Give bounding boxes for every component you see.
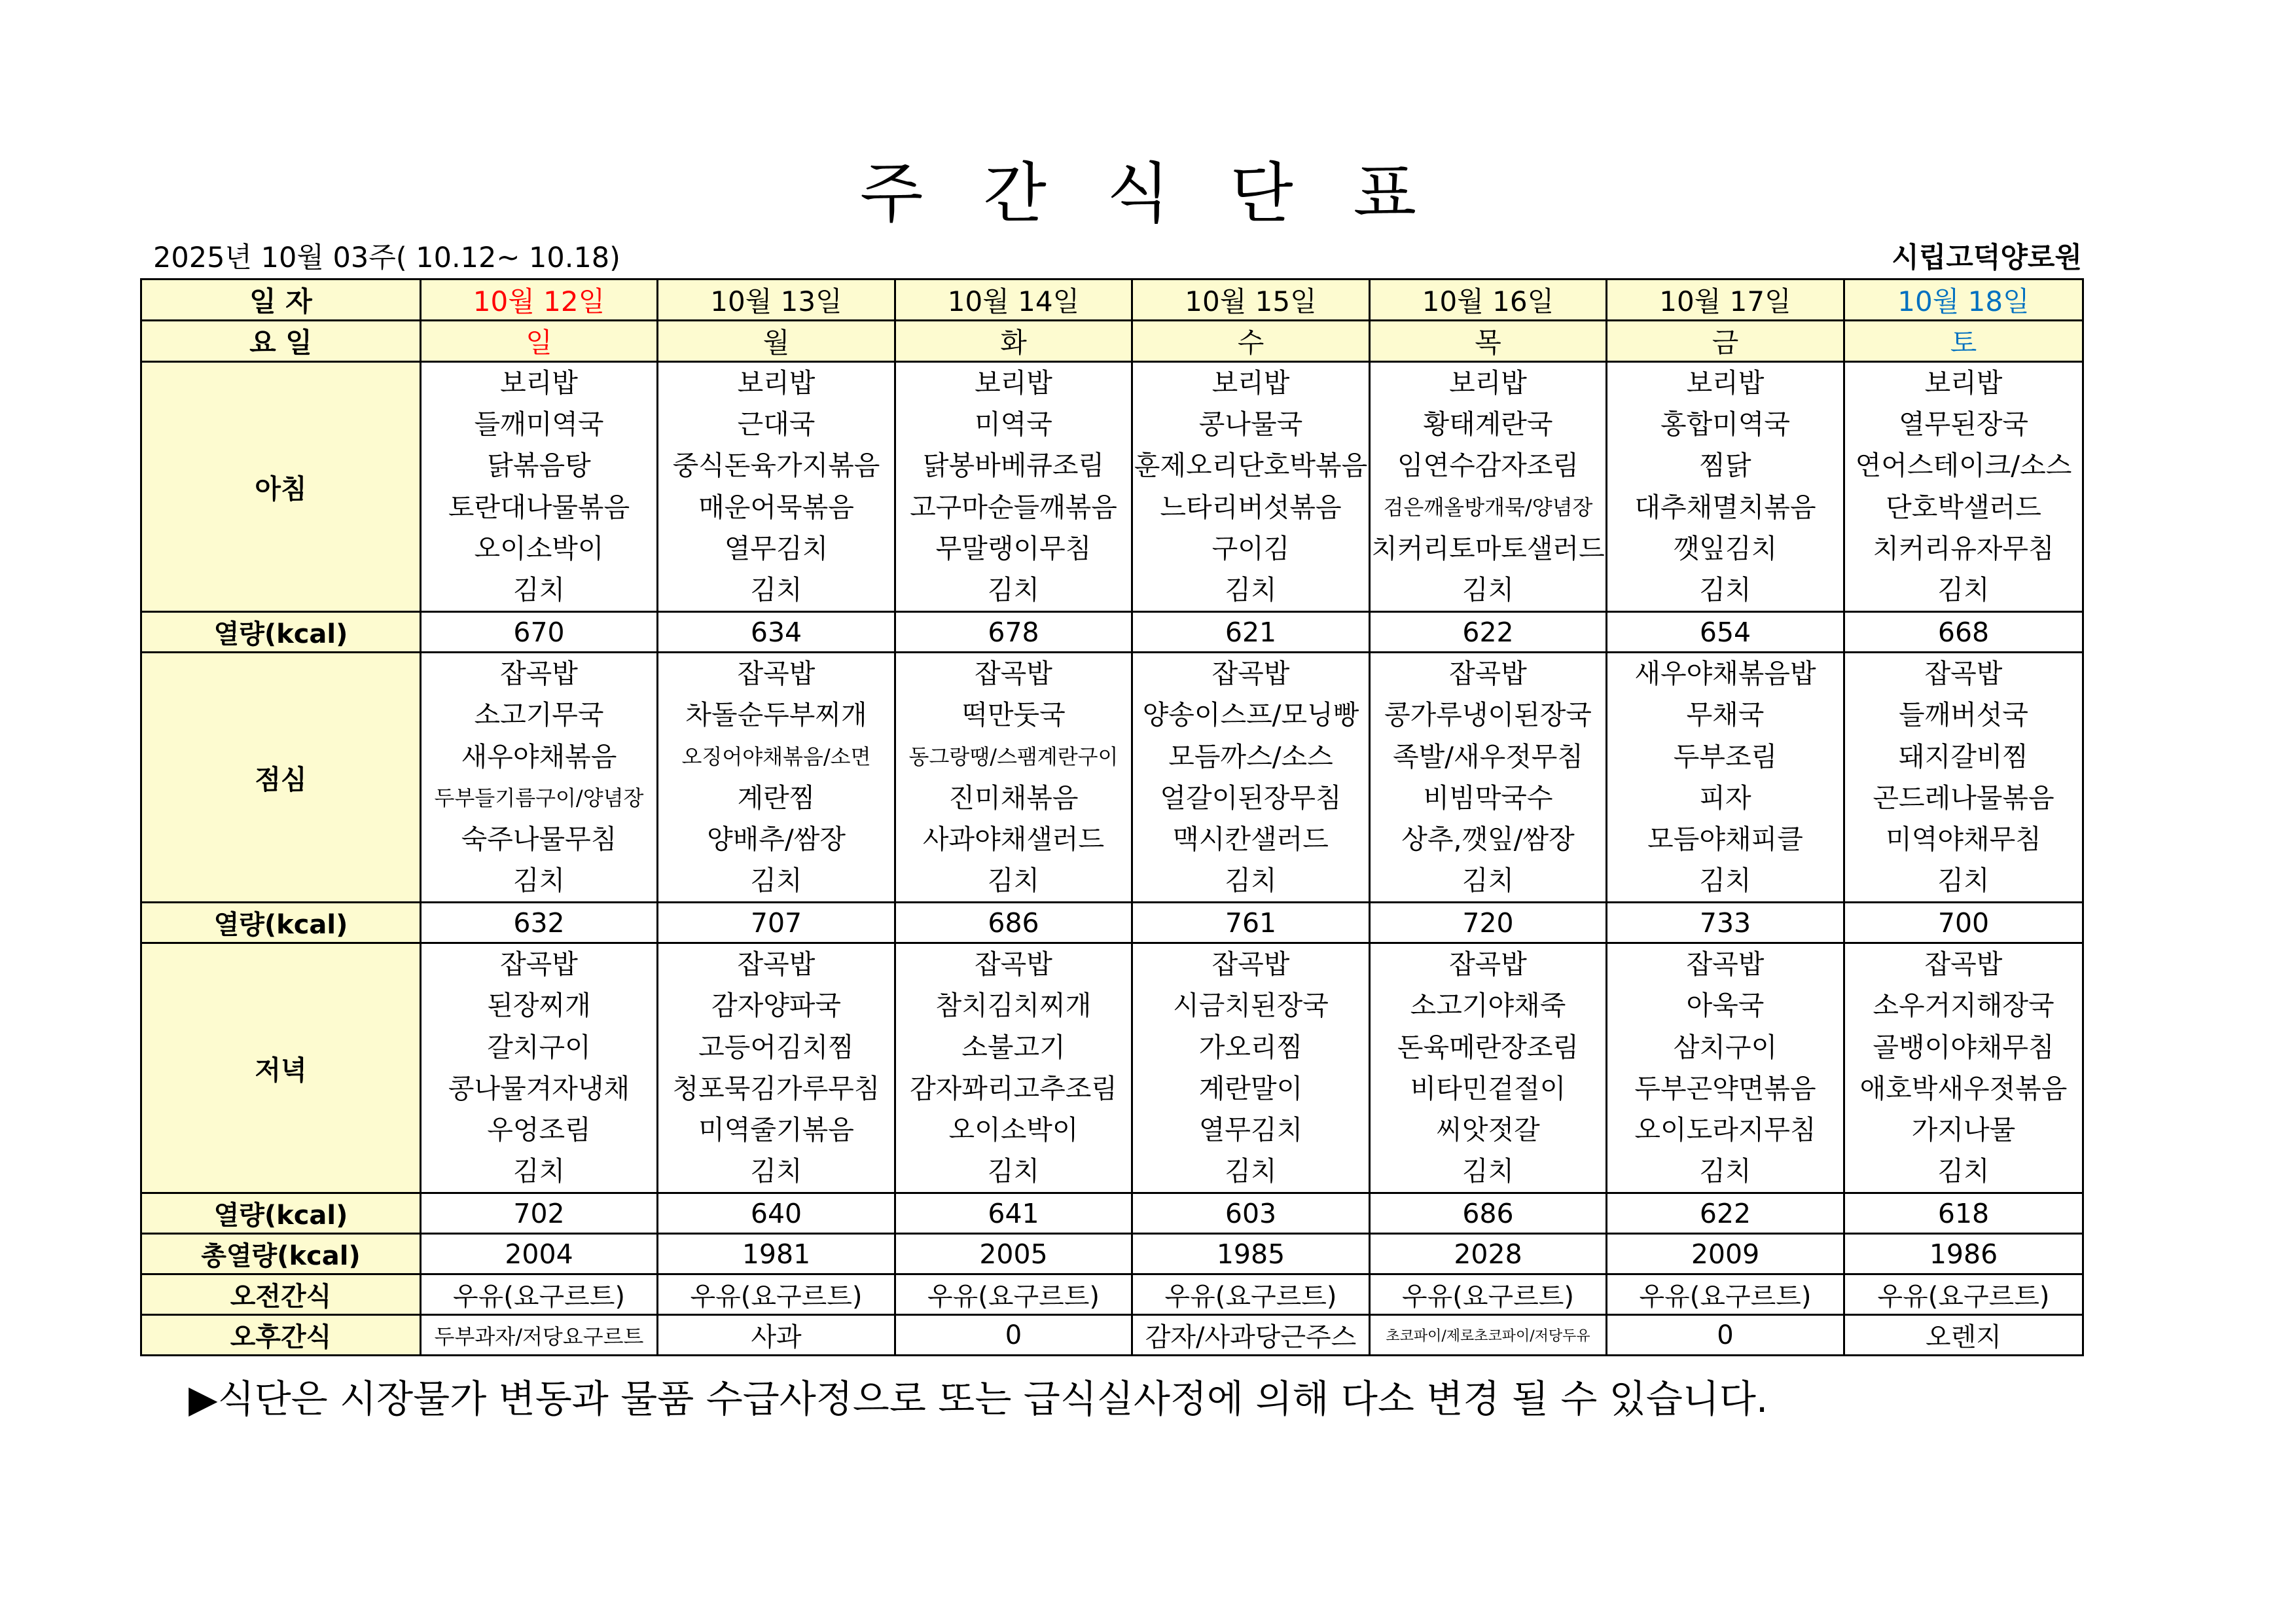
dish: 된장찌개 bbox=[487, 990, 591, 1022]
page-title: 주 간 식 단 표 bbox=[859, 155, 1437, 232]
snack-cell: 0 bbox=[895, 1315, 1132, 1356]
lunch-kcal-row bbox=[141, 903, 2083, 943]
kcal-label: 열량(kcal) bbox=[141, 1193, 421, 1234]
kcal-value: 634 bbox=[658, 612, 895, 653]
kcal-value: 720 bbox=[1370, 903, 1607, 943]
dish: 콩나물국 bbox=[1198, 408, 1303, 441]
kcal-value: 700 bbox=[1844, 903, 2083, 943]
dish: 김치 bbox=[512, 865, 565, 897]
kcal-value: 761 bbox=[1132, 903, 1370, 943]
menu-cell bbox=[1370, 653, 1607, 903]
kcal-label: 열량(kcal) bbox=[141, 612, 421, 653]
dish: 김치 bbox=[512, 573, 565, 605]
day-cell: 수 bbox=[1132, 321, 1370, 362]
menu-cell bbox=[1844, 943, 2083, 1193]
date-cell: 10월 18일 bbox=[1844, 280, 2083, 321]
snack-cell: 우유(요구르트) bbox=[1132, 1274, 1370, 1315]
dish: 모듬야채피클 bbox=[1647, 823, 1803, 855]
morning-snack-label: 오전간식 bbox=[141, 1274, 421, 1315]
dish: 닭봉바베큐조림 bbox=[922, 450, 1105, 482]
dish: 양배추/쌈장 bbox=[707, 823, 846, 855]
dish: 족발/새우젓무침 bbox=[1392, 740, 1584, 772]
total-kcal-value: 1986 bbox=[1844, 1234, 2083, 1274]
dish: 잡곡밥 bbox=[1924, 658, 2003, 690]
dish: 곤드레나물볶음 bbox=[1873, 782, 2054, 814]
kcal-value: 654 bbox=[1607, 612, 1844, 653]
dish: 황태계란국 bbox=[1423, 408, 1553, 441]
menu-cell bbox=[1844, 653, 2083, 903]
dish: 열무된장국 bbox=[1898, 408, 2029, 441]
day-cell: 일 bbox=[421, 321, 658, 362]
dish: 김치 bbox=[987, 573, 1040, 605]
dish: 김치 bbox=[750, 865, 802, 897]
dish: 가지나물 bbox=[1911, 1114, 2016, 1146]
kcal-value: 686 bbox=[1370, 1193, 1607, 1234]
dish: 근대국 bbox=[737, 408, 816, 441]
dish: 훈제오리단호박볶음 bbox=[1134, 450, 1368, 482]
snack-cell: 우유(요구르트) bbox=[658, 1274, 895, 1315]
dish: 잡곡밥 bbox=[1449, 948, 1527, 981]
day-row bbox=[141, 321, 2083, 362]
week-period: 2025년 10월 03주( 10.12~ 10.18) bbox=[153, 242, 620, 274]
menu-cell bbox=[895, 943, 1132, 1193]
breakfast-row bbox=[141, 362, 2083, 612]
menu-cell bbox=[658, 362, 895, 612]
dish: 콩나물겨자냉채 bbox=[448, 1072, 630, 1104]
dish: 숙주나물무침 bbox=[461, 823, 617, 855]
menu-cell bbox=[1844, 362, 2083, 612]
dish: 동그랑땡/스팸계란구이 bbox=[908, 744, 1119, 769]
dish: 김치 bbox=[750, 573, 802, 605]
dish: 오이소박이 bbox=[474, 532, 604, 564]
kcal-value: 640 bbox=[658, 1193, 895, 1234]
total-kcal-value: 1981 bbox=[658, 1234, 895, 1274]
day-cell: 월 bbox=[658, 321, 895, 362]
dish: 김치 bbox=[1937, 1155, 1990, 1187]
dish: 보리밥 bbox=[1686, 367, 1765, 399]
menu-cell bbox=[895, 362, 1132, 612]
dish: 참치김치찌개 bbox=[935, 990, 1092, 1022]
snack-cell: 우유(요구르트) bbox=[1370, 1274, 1607, 1315]
day-cell: 화 bbox=[895, 321, 1132, 362]
date-cell: 10월 13일 bbox=[658, 280, 895, 321]
weekly-menu-table bbox=[140, 278, 2084, 1356]
day-cell: 토 bbox=[1844, 321, 2083, 362]
snack-cell: 오렌지 bbox=[1844, 1315, 2083, 1356]
kcal-value: 702 bbox=[421, 1193, 658, 1234]
day-label: 요 일 bbox=[141, 321, 421, 362]
menu-cell bbox=[1132, 362, 1370, 612]
dish: 잡곡밥 bbox=[500, 658, 578, 690]
dish: 미역줄기볶음 bbox=[698, 1114, 854, 1146]
dish: 청포묵김가루무침 bbox=[672, 1072, 880, 1104]
dish: 임연수감자조림 bbox=[1397, 450, 1579, 482]
breakfast-label: 아침 bbox=[141, 362, 421, 612]
dish: 찜닭 bbox=[1699, 450, 1751, 482]
dish: 새우야채볶음밥 bbox=[1634, 658, 1816, 690]
snack-cell: 두부과자/저당요구르트 bbox=[421, 1315, 658, 1356]
dish: 보리밥 bbox=[975, 367, 1052, 399]
dish: 잡곡밥 bbox=[1449, 658, 1527, 690]
dish: 아욱국 bbox=[1686, 990, 1765, 1022]
snack-cell: 사과 bbox=[658, 1315, 895, 1356]
total-kcal-row bbox=[141, 1234, 2083, 1274]
dish: 김치 bbox=[1225, 865, 1277, 897]
dish: 김치 bbox=[1699, 573, 1751, 605]
dish: 김치 bbox=[987, 865, 1040, 897]
kcal-value: 632 bbox=[421, 903, 658, 943]
snack-cell: 우유(요구르트) bbox=[1607, 1274, 1844, 1315]
dish: 김치 bbox=[1699, 1155, 1751, 1187]
menu-cell bbox=[658, 653, 895, 903]
dish: 비빔막국수 bbox=[1423, 782, 1553, 814]
dish: 열무김치 bbox=[1198, 1114, 1303, 1146]
dish: 돈육메란장조림 bbox=[1397, 1031, 1579, 1063]
date-row bbox=[141, 280, 2083, 321]
date-cell: 10월 16일 bbox=[1370, 280, 1607, 321]
dish: 김치 bbox=[1462, 865, 1515, 897]
dish: 김치 bbox=[1937, 865, 1990, 897]
dish: 맥시칸샐러드 bbox=[1173, 823, 1329, 855]
dish: 갈치구이 bbox=[487, 1031, 591, 1063]
dish: 고구마순들깨볶음 bbox=[910, 491, 1117, 523]
dish: 돼지갈비찜 bbox=[1898, 740, 2029, 772]
dish: 사과야채샐러드 bbox=[922, 823, 1105, 855]
menu-cell bbox=[1370, 362, 1607, 612]
dish: 콩가루냉이된장국 bbox=[1384, 699, 1592, 731]
dinner-row bbox=[141, 943, 2083, 1193]
dish: 진미채볶음 bbox=[948, 782, 1079, 814]
snack-cell: 우유(요구르트) bbox=[1844, 1274, 2083, 1315]
dish: 고등어김치찜 bbox=[698, 1031, 854, 1063]
breakfast-kcal-row bbox=[141, 612, 2083, 653]
kcal-value: 733 bbox=[1607, 903, 1844, 943]
dish: 들깨버섯국 bbox=[1898, 699, 2029, 731]
dish: 보리밥 bbox=[1449, 367, 1527, 399]
lunch-label: 점심 bbox=[141, 653, 421, 903]
dish: 검은깨올방개묵/양념장 bbox=[1383, 494, 1593, 520]
menu-cell bbox=[421, 653, 658, 903]
dish: 새우야채볶음 bbox=[461, 740, 617, 772]
dish: 양송이스프/모닝빵 bbox=[1142, 699, 1359, 731]
kcal-value: 622 bbox=[1607, 1193, 1844, 1234]
date-cell: 10월 14일 bbox=[895, 280, 1132, 321]
dish: 보리밥 bbox=[1924, 367, 2003, 399]
dish: 김치 bbox=[1462, 1155, 1515, 1187]
dish: 잡곡밥 bbox=[1211, 948, 1290, 981]
dish: 느타리버섯볶음 bbox=[1160, 491, 1342, 523]
dish: 잡곡밥 bbox=[1686, 948, 1765, 981]
dish: 치커리토마토샐러드 bbox=[1371, 532, 1605, 564]
dish: 두부들기름구이/양념장 bbox=[434, 785, 644, 810]
dish: 잡곡밥 bbox=[500, 948, 578, 981]
dish: 오이소박이 bbox=[948, 1114, 1079, 1146]
dish: 깻잎김치 bbox=[1673, 532, 1778, 564]
dish: 김치 bbox=[1937, 573, 1990, 605]
total-kcal-value: 2004 bbox=[421, 1234, 658, 1274]
dish: 연어스테이크/소스 bbox=[1855, 450, 2072, 482]
dish: 무채국 bbox=[1686, 699, 1765, 731]
dish: 치커리유자무침 bbox=[1873, 532, 2054, 564]
dish: 단호박샐러드 bbox=[1886, 491, 2041, 523]
dish: 소고기무국 bbox=[474, 699, 604, 731]
dish: 보리밥 bbox=[1211, 367, 1290, 399]
dish: 잡곡밥 bbox=[1924, 948, 2003, 981]
dish: 미역국 bbox=[975, 408, 1052, 441]
dish: 감자꽈리고추조림 bbox=[910, 1072, 1117, 1104]
dish: 들깨미역국 bbox=[474, 408, 604, 441]
total-kcal-value: 2028 bbox=[1370, 1234, 1607, 1274]
kcal-value: 668 bbox=[1844, 612, 2083, 653]
dish: 보리밥 bbox=[500, 367, 578, 399]
menu-cell bbox=[1370, 943, 1607, 1193]
kcal-value: 678 bbox=[895, 612, 1132, 653]
dish: 매운어묵볶음 bbox=[698, 491, 854, 523]
dish: 떡만둣국 bbox=[961, 699, 1066, 731]
kcal-value: 618 bbox=[1844, 1193, 2083, 1234]
menu-change-notice: ▶식단은 시장물가 변동과 물품 수급사정으로 또는 급식실사정에 의해 다소 변경 될 수 있습니다. bbox=[188, 1377, 1768, 1421]
menu-cell bbox=[1132, 653, 1370, 903]
date-cell: 10월 15일 bbox=[1132, 280, 1370, 321]
dish: 잡곡밥 bbox=[737, 948, 816, 981]
dish: 홍합미역국 bbox=[1660, 408, 1791, 441]
dish: 시금치된장국 bbox=[1173, 990, 1329, 1022]
total-kcal-value: 2005 bbox=[895, 1234, 1132, 1274]
dish: 상추,깻잎/쌈장 bbox=[1401, 823, 1575, 855]
dish: 김치 bbox=[1462, 573, 1515, 605]
menu-cell bbox=[1132, 943, 1370, 1193]
snack-cell: 감자/사과당근주스 bbox=[1132, 1315, 1370, 1356]
menu-cell bbox=[421, 362, 658, 612]
dish: 미역야채무침 bbox=[1886, 823, 2041, 855]
dish: 피자 bbox=[1699, 782, 1751, 814]
menu-cell bbox=[1607, 943, 1844, 1193]
dish: 두부곤약면볶음 bbox=[1634, 1072, 1816, 1104]
kcal-value: 707 bbox=[658, 903, 895, 943]
date-cell: 10월 17일 bbox=[1607, 280, 1844, 321]
dish: 차돌순두부찌개 bbox=[685, 699, 867, 731]
dish: 비타민겉절이 bbox=[1410, 1072, 1566, 1104]
date-label: 일 자 bbox=[141, 280, 421, 321]
dish: 가오리찜 bbox=[1198, 1031, 1303, 1063]
dish: 김치 bbox=[512, 1155, 565, 1187]
dish: 김치 bbox=[1225, 1155, 1277, 1187]
kcal-label: 열량(kcal) bbox=[141, 903, 421, 943]
morning-snack-row bbox=[141, 1274, 2083, 1315]
kcal-value: 622 bbox=[1370, 612, 1607, 653]
dish: 보리밥 bbox=[737, 367, 816, 399]
kcal-value: 621 bbox=[1132, 612, 1370, 653]
dish: 중식돈육가지볶음 bbox=[672, 450, 880, 482]
dish: 열무김치 bbox=[724, 532, 829, 564]
kcal-value: 670 bbox=[421, 612, 658, 653]
dish: 삼치구이 bbox=[1673, 1031, 1778, 1063]
menu-cell bbox=[658, 943, 895, 1193]
snack-cell: 우유(요구르트) bbox=[421, 1274, 658, 1315]
dish: 골뱅이야채무침 bbox=[1873, 1031, 2054, 1063]
snack-cell: 우유(요구르트) bbox=[895, 1274, 1132, 1315]
snack-cell: 초코파이/제로초코파이/저당두유 bbox=[1370, 1315, 1607, 1356]
dish: 씨앗젓갈 bbox=[1436, 1114, 1540, 1146]
facility-name: 시립고덕양로원 bbox=[1892, 242, 2082, 274]
dish: 우엉조림 bbox=[487, 1114, 591, 1146]
dish: 두부조림 bbox=[1673, 740, 1778, 772]
dish: 애호박새우젓볶음 bbox=[1859, 1072, 2068, 1104]
dish: 잡곡밥 bbox=[737, 658, 816, 690]
dish: 김치 bbox=[750, 1155, 802, 1187]
dish: 김치 bbox=[1699, 865, 1751, 897]
dish: 감자양파국 bbox=[711, 990, 842, 1022]
dish: 토란대나물볶음 bbox=[448, 491, 630, 523]
menu-cell bbox=[1607, 362, 1844, 612]
dish: 김치 bbox=[987, 1155, 1040, 1187]
dish: 계란찜 bbox=[737, 782, 816, 814]
dish: 대추채멸치볶음 bbox=[1634, 491, 1816, 523]
dish: 구이김 bbox=[1211, 532, 1290, 564]
dish: 김치 bbox=[1225, 573, 1277, 605]
date-cell: 10월 12일 bbox=[421, 280, 658, 321]
dish: 닭볶음탕 bbox=[487, 450, 591, 482]
dish: 무말랭이무침 bbox=[935, 532, 1092, 564]
dinner-kcal-row bbox=[141, 1193, 2083, 1234]
total-kcal-value: 1985 bbox=[1132, 1234, 1370, 1274]
dish: 잡곡밥 bbox=[1211, 658, 1290, 690]
day-cell: 금 bbox=[1607, 321, 1844, 362]
dish: 잡곡밥 bbox=[975, 948, 1052, 981]
dish: 얼갈이된장무침 bbox=[1160, 782, 1342, 814]
dish: 모듬까스/소스 bbox=[1168, 740, 1333, 772]
day-cell: 목 bbox=[1370, 321, 1607, 362]
afternoon-snack-label: 오후간식 bbox=[141, 1315, 421, 1356]
kcal-value: 686 bbox=[895, 903, 1132, 943]
kcal-value: 641 bbox=[895, 1193, 1132, 1234]
dish: 잡곡밥 bbox=[975, 658, 1052, 690]
menu-cell bbox=[421, 943, 658, 1193]
lunch-row bbox=[141, 653, 2083, 903]
kcal-value: 603 bbox=[1132, 1193, 1370, 1234]
dish: 오징어야채볶음/소면 bbox=[681, 744, 871, 769]
menu-cell bbox=[1607, 653, 1844, 903]
total-kcal-label: 총열량(kcal) bbox=[141, 1234, 421, 1274]
dish: 소우거지해장국 bbox=[1873, 990, 2054, 1022]
afternoon-snack-row bbox=[141, 1315, 2083, 1356]
dinner-label: 저녁 bbox=[141, 943, 421, 1193]
snack-cell: 0 bbox=[1607, 1315, 1844, 1356]
dish: 오이도라지무침 bbox=[1634, 1114, 1816, 1146]
total-kcal-value: 2009 bbox=[1607, 1234, 1844, 1274]
dish: 계란말이 bbox=[1198, 1072, 1303, 1104]
dish: 소고기야채죽 bbox=[1410, 990, 1566, 1022]
menu-cell bbox=[895, 653, 1132, 903]
dish: 소불고기 bbox=[961, 1031, 1066, 1063]
